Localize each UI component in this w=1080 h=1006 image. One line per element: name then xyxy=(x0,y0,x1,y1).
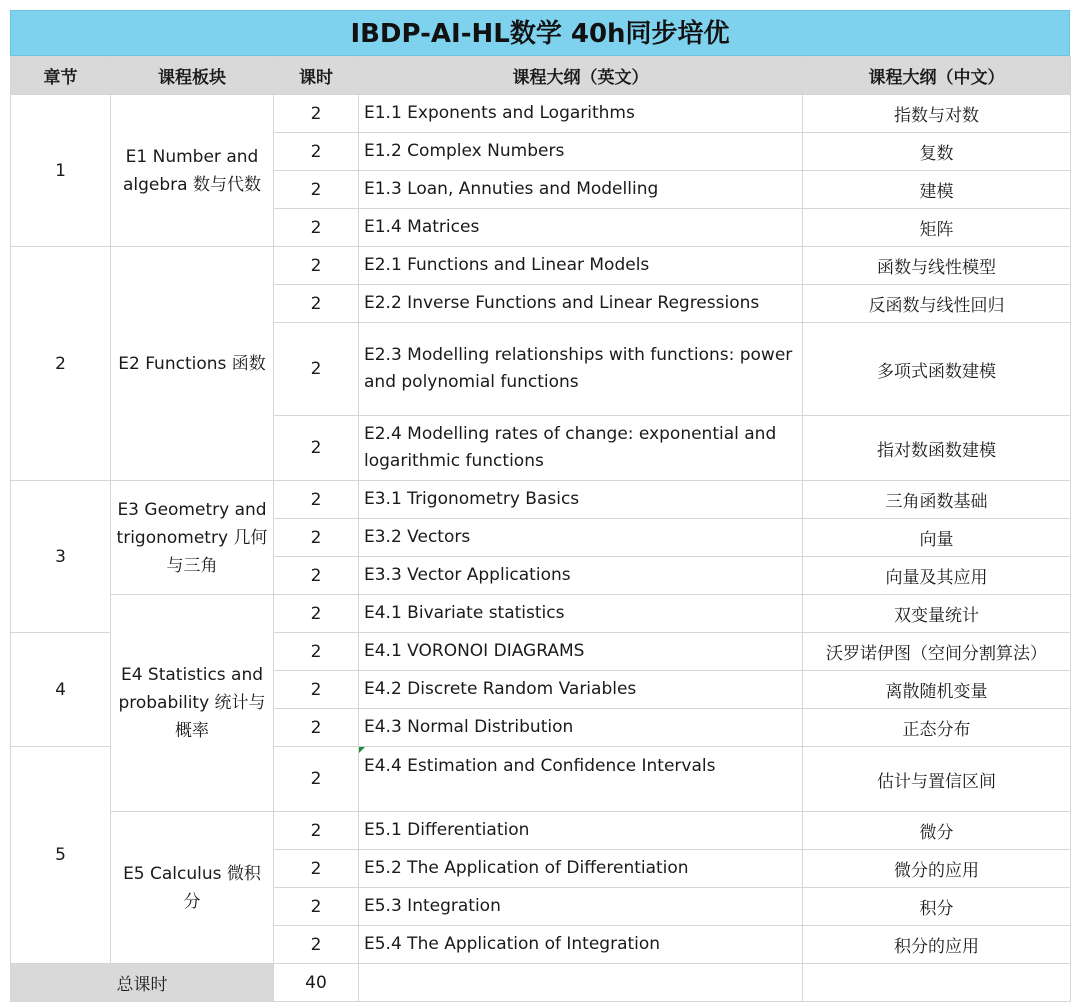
chapter-cell: 4 xyxy=(11,633,111,747)
hours-cell: 2 xyxy=(274,416,359,481)
outline-cn-cell: 微分的应用 xyxy=(803,850,1071,888)
outline-en-cell: E5.1 Differentiation xyxy=(359,812,803,850)
hours-cell: 2 xyxy=(274,323,359,416)
chapter-cell: 3 xyxy=(11,481,111,633)
outline-en-cell: E2.1 Functions and Linear Models xyxy=(359,247,803,285)
outline-en-cell: E5.4 The Application of Integration xyxy=(359,926,803,964)
outline-en-cell: E4.4 Estimation and Confidence Intervals xyxy=(359,747,803,812)
outline-cn-cell: 双变量统计 xyxy=(803,595,1071,633)
outline-cn-cell: 矩阵 xyxy=(803,209,1071,247)
hours-cell: 2 xyxy=(274,95,359,133)
outline-cn-cell: 正态分布 xyxy=(803,709,1071,747)
module-cell: E1 Number and algebra 数与代数 xyxy=(111,95,274,247)
module-cell: E3 Geometry and trigonometry 几何与三角 xyxy=(111,481,274,595)
table-row xyxy=(11,95,1071,133)
outline-en-cell: E4.2 Discrete Random Variables xyxy=(359,671,803,709)
outline-en-cell: E1.1 Exponents and Logarithms xyxy=(359,95,803,133)
hours-cell: 2 xyxy=(274,209,359,247)
hours-cell: 2 xyxy=(274,850,359,888)
outline-cn-cell: 反函数与线性回归 xyxy=(803,285,1071,323)
outline-en-cell: E4.1 Bivariate statistics xyxy=(359,595,803,633)
course-schedule xyxy=(10,10,1070,1002)
total-row xyxy=(11,964,1071,1002)
outline-cn-cell: 积分 xyxy=(803,888,1071,926)
page-title: IBDP-AI-HL数学 40h同步培优 xyxy=(10,10,1070,56)
outline-cn-cell: 指数与对数 xyxy=(803,95,1071,133)
outline-en-cell: E1.3 Loan, Annuties and Modelling xyxy=(359,171,803,209)
empty-cell xyxy=(359,964,803,1002)
outline-cn-cell: 函数与线性模型 xyxy=(803,247,1071,285)
hours-cell: 2 xyxy=(274,247,359,285)
table-row xyxy=(11,247,1071,285)
course-table xyxy=(10,56,1071,1002)
module-cell: E2 Functions 函数 xyxy=(111,247,274,481)
outline-cn-cell: 沃罗诺伊图（空间分割算法） xyxy=(803,633,1071,671)
hours-cell: 2 xyxy=(274,888,359,926)
outline-en-cell: E5.2 The Application of Differentiation xyxy=(359,850,803,888)
total-hours-value: 40 xyxy=(274,964,359,1002)
header-chapter: 章节 xyxy=(11,57,111,95)
module-cell: E4 Statistics and probability 统计与概率 xyxy=(111,595,274,812)
outline-en-cell: E4.3 Normal Distribution xyxy=(359,709,803,747)
total-hours-label: 总课时 xyxy=(11,964,274,1002)
hours-cell: 2 xyxy=(274,285,359,323)
table-row xyxy=(11,481,1071,519)
outline-cn-cell: 离散随机变量 xyxy=(803,671,1071,709)
hours-cell: 2 xyxy=(274,481,359,519)
header-outline-cn: 课程大纲（中文） xyxy=(803,57,1071,95)
outline-cn-cell: 多项式函数建模 xyxy=(803,323,1071,416)
empty-cell xyxy=(803,964,1071,1002)
outline-cn-cell: 向量及其应用 xyxy=(803,557,1071,595)
outline-cn-cell: 微分 xyxy=(803,812,1071,850)
outline-cn-cell: 三角函数基础 xyxy=(803,481,1071,519)
outline-en-cell: E3.2 Vectors xyxy=(359,519,803,557)
outline-cn-cell: 积分的应用 xyxy=(803,926,1071,964)
outline-en-cell: E5.3 Integration xyxy=(359,888,803,926)
outline-en-cell: E2.4 Modelling rates of change: exponential and logarithmic functions xyxy=(359,416,803,481)
outline-cn-cell: 指对数函数建模 xyxy=(803,416,1071,481)
header-module: 课程板块 xyxy=(111,57,274,95)
hours-cell: 2 xyxy=(274,557,359,595)
outline-en-cell: E3.1 Trigonometry Basics xyxy=(359,481,803,519)
outline-cn-cell: 建模 xyxy=(803,171,1071,209)
chapter-cell: 1 xyxy=(11,95,111,247)
table-row xyxy=(11,812,1071,850)
hours-cell: 2 xyxy=(274,709,359,747)
hours-cell: 2 xyxy=(274,633,359,671)
chapter-cell: 2 xyxy=(11,247,111,481)
hours-cell: 2 xyxy=(274,926,359,964)
header-hours: 课时 xyxy=(274,57,359,95)
outline-en-cell: E4.1 VORONOI DIAGRAMS xyxy=(359,633,803,671)
hours-cell: 2 xyxy=(274,812,359,850)
hours-cell: 2 xyxy=(274,671,359,709)
outline-cn-cell: 复数 xyxy=(803,133,1071,171)
hours-cell: 2 xyxy=(274,519,359,557)
outline-en-cell: E3.3 Vector Applications xyxy=(359,557,803,595)
outline-en-cell: E1.4 Matrices xyxy=(359,209,803,247)
outline-cn-cell: 向量 xyxy=(803,519,1071,557)
hours-cell: 2 xyxy=(274,133,359,171)
outline-en-cell: E1.2 Complex Numbers xyxy=(359,133,803,171)
header-outline-en: 课程大纲（英文） xyxy=(359,57,803,95)
header-row xyxy=(11,57,1071,95)
outline-en-cell: E2.2 Inverse Functions and Linear Regressions xyxy=(359,285,803,323)
hours-cell: 2 xyxy=(274,747,359,812)
table-row xyxy=(11,595,1071,633)
chapter-cell: 5 xyxy=(11,747,111,964)
hours-cell: 2 xyxy=(274,595,359,633)
hours-cell: 2 xyxy=(274,171,359,209)
outline-en-cell: E2.3 Modelling relationships with functions: power and polynomial functions xyxy=(359,323,803,416)
module-cell: E5 Calculus 微积分 xyxy=(111,812,274,964)
outline-cn-cell: 估计与置信区间 xyxy=(803,747,1071,812)
